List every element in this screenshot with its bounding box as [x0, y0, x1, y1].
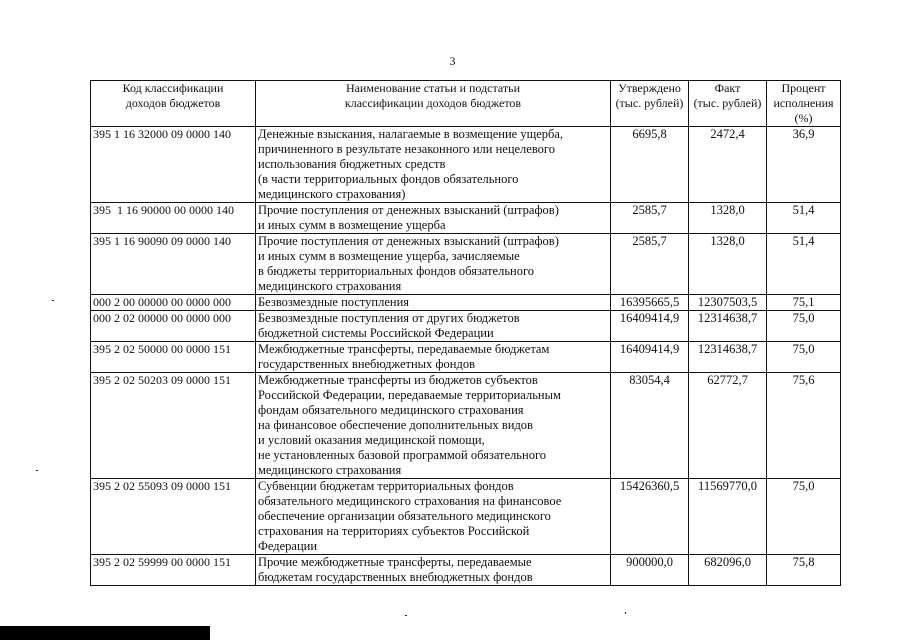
row-approved: 2585,7 [611, 234, 689, 295]
table-header-row [91, 81, 841, 127]
scan-speck [625, 612, 626, 614]
row-fact: 1328,0 [689, 203, 767, 234]
row-approved: 16409414,9 [611, 342, 689, 373]
row-fact: 12307503,5 [689, 295, 767, 311]
row-name: Безвозмездные поступления от других бюджетов бюджетной системы Российской Федерации [256, 311, 611, 342]
table-row [91, 127, 841, 203]
row-code: 395 2 02 55093 09 0000 151 [91, 479, 256, 555]
row-code: 395 1 16 90000 00 0000 140 [91, 203, 256, 234]
row-name: Прочие поступления от денежных взысканий (штрафов) и иных сумм в возмещение ущерба, зачисляемые в бюджеты территориальных фондов обязательного медицинского страхования [256, 234, 611, 295]
table-row [91, 295, 841, 311]
header-percent: Процент исполнения (%) [767, 81, 841, 127]
page-number: 3 [449, 54, 456, 68]
scan-speck [405, 615, 407, 616]
row-name: Межбюджетные трансферты из бюджетов субъектов Российской Федерации, передаваемые территориальным фондам обязательного медицинского страхования на финансовое обеспечение дополнительных видов и условий оказания медицинской помощи, не установленных базовой программой обязательного медицинского страхования [256, 373, 611, 479]
table-row [91, 311, 841, 342]
row-approved: 16409414,9 [611, 311, 689, 342]
row-name: Денежные взыскания, налагаемые в возмещение ущерба, причиненного в результате незаконного или нецелевого использования бюджетных средств (в части территориальных фондов обязательного медицинского страхования) [256, 127, 611, 203]
row-name: Прочие межбюджетные трансферты, передаваемые бюджетам государственных внебюджетных фондов [256, 555, 611, 586]
row-code: 395 2 02 59999 00 0000 151 [91, 555, 256, 586]
row-approved: 16395665,5 [611, 295, 689, 311]
header-approved: Утверждено (тыс. рублей) [611, 81, 689, 127]
row-name: Субвенции бюджетам территориальных фондов обязательного медицинского страхования на финансовое обеспечение организации обязательного медицинского страхования на территориях субъектов Российской Федерации [256, 479, 611, 555]
table-row [91, 373, 841, 479]
header-code: Код классификации доходов бюджетов [91, 81, 256, 127]
row-fact: 62772,7 [689, 373, 767, 479]
row-percent: 75,8 [767, 555, 841, 586]
table-row [91, 479, 841, 555]
row-percent: 75,6 [767, 373, 841, 479]
redaction-bar [0, 626, 210, 640]
row-code: 000 2 02 00000 00 0000 000 [91, 311, 256, 342]
row-name: Безвозмездные поступления [256, 295, 611, 311]
row-name: Межбюджетные трансферты, передаваемые бюджетам государственных внебюджетных фондов [256, 342, 611, 373]
row-fact: 12314638,7 [689, 342, 767, 373]
row-fact: 12314638,7 [689, 311, 767, 342]
header-name: Наименование статьи и подстатьи классификации доходов бюджетов [256, 81, 611, 127]
table-row [91, 203, 841, 234]
scan-speck [36, 470, 38, 471]
row-percent: 75,0 [767, 311, 841, 342]
table-row [91, 342, 841, 373]
row-fact: 11569770,0 [689, 479, 767, 555]
revenue-table [90, 80, 841, 586]
row-percent: 36,9 [767, 127, 841, 203]
row-percent: 51,4 [767, 234, 841, 295]
row-code: 000 2 00 00000 00 0000 000 [91, 295, 256, 311]
row-percent: 75,0 [767, 342, 841, 373]
scan-speck [52, 300, 54, 301]
row-name: Прочие поступления от денежных взысканий (штрафов) и иных сумм в возмещение ущерба [256, 203, 611, 234]
row-code: 395 1 16 90090 09 0000 140 [91, 234, 256, 295]
table-row [91, 555, 841, 586]
table-row [91, 234, 841, 295]
row-fact: 682096,0 [689, 555, 767, 586]
row-percent: 51,4 [767, 203, 841, 234]
header-fact: Факт (тыс. рублей) [689, 81, 767, 127]
row-fact: 1328,0 [689, 234, 767, 295]
row-approved: 6695,8 [611, 127, 689, 203]
row-approved: 15426360,5 [611, 479, 689, 555]
row-code: 395 1 16 32000 09 0000 140 [91, 127, 256, 203]
row-code: 395 2 02 50203 09 0000 151 [91, 373, 256, 479]
row-approved: 900000,0 [611, 555, 689, 586]
row-approved: 2585,7 [611, 203, 689, 234]
row-code: 395 2 02 50000 00 0000 151 [91, 342, 256, 373]
row-fact: 2472,4 [689, 127, 767, 203]
row-approved: 83054,4 [611, 373, 689, 479]
row-percent: 75,0 [767, 479, 841, 555]
row-percent: 75,1 [767, 295, 841, 311]
